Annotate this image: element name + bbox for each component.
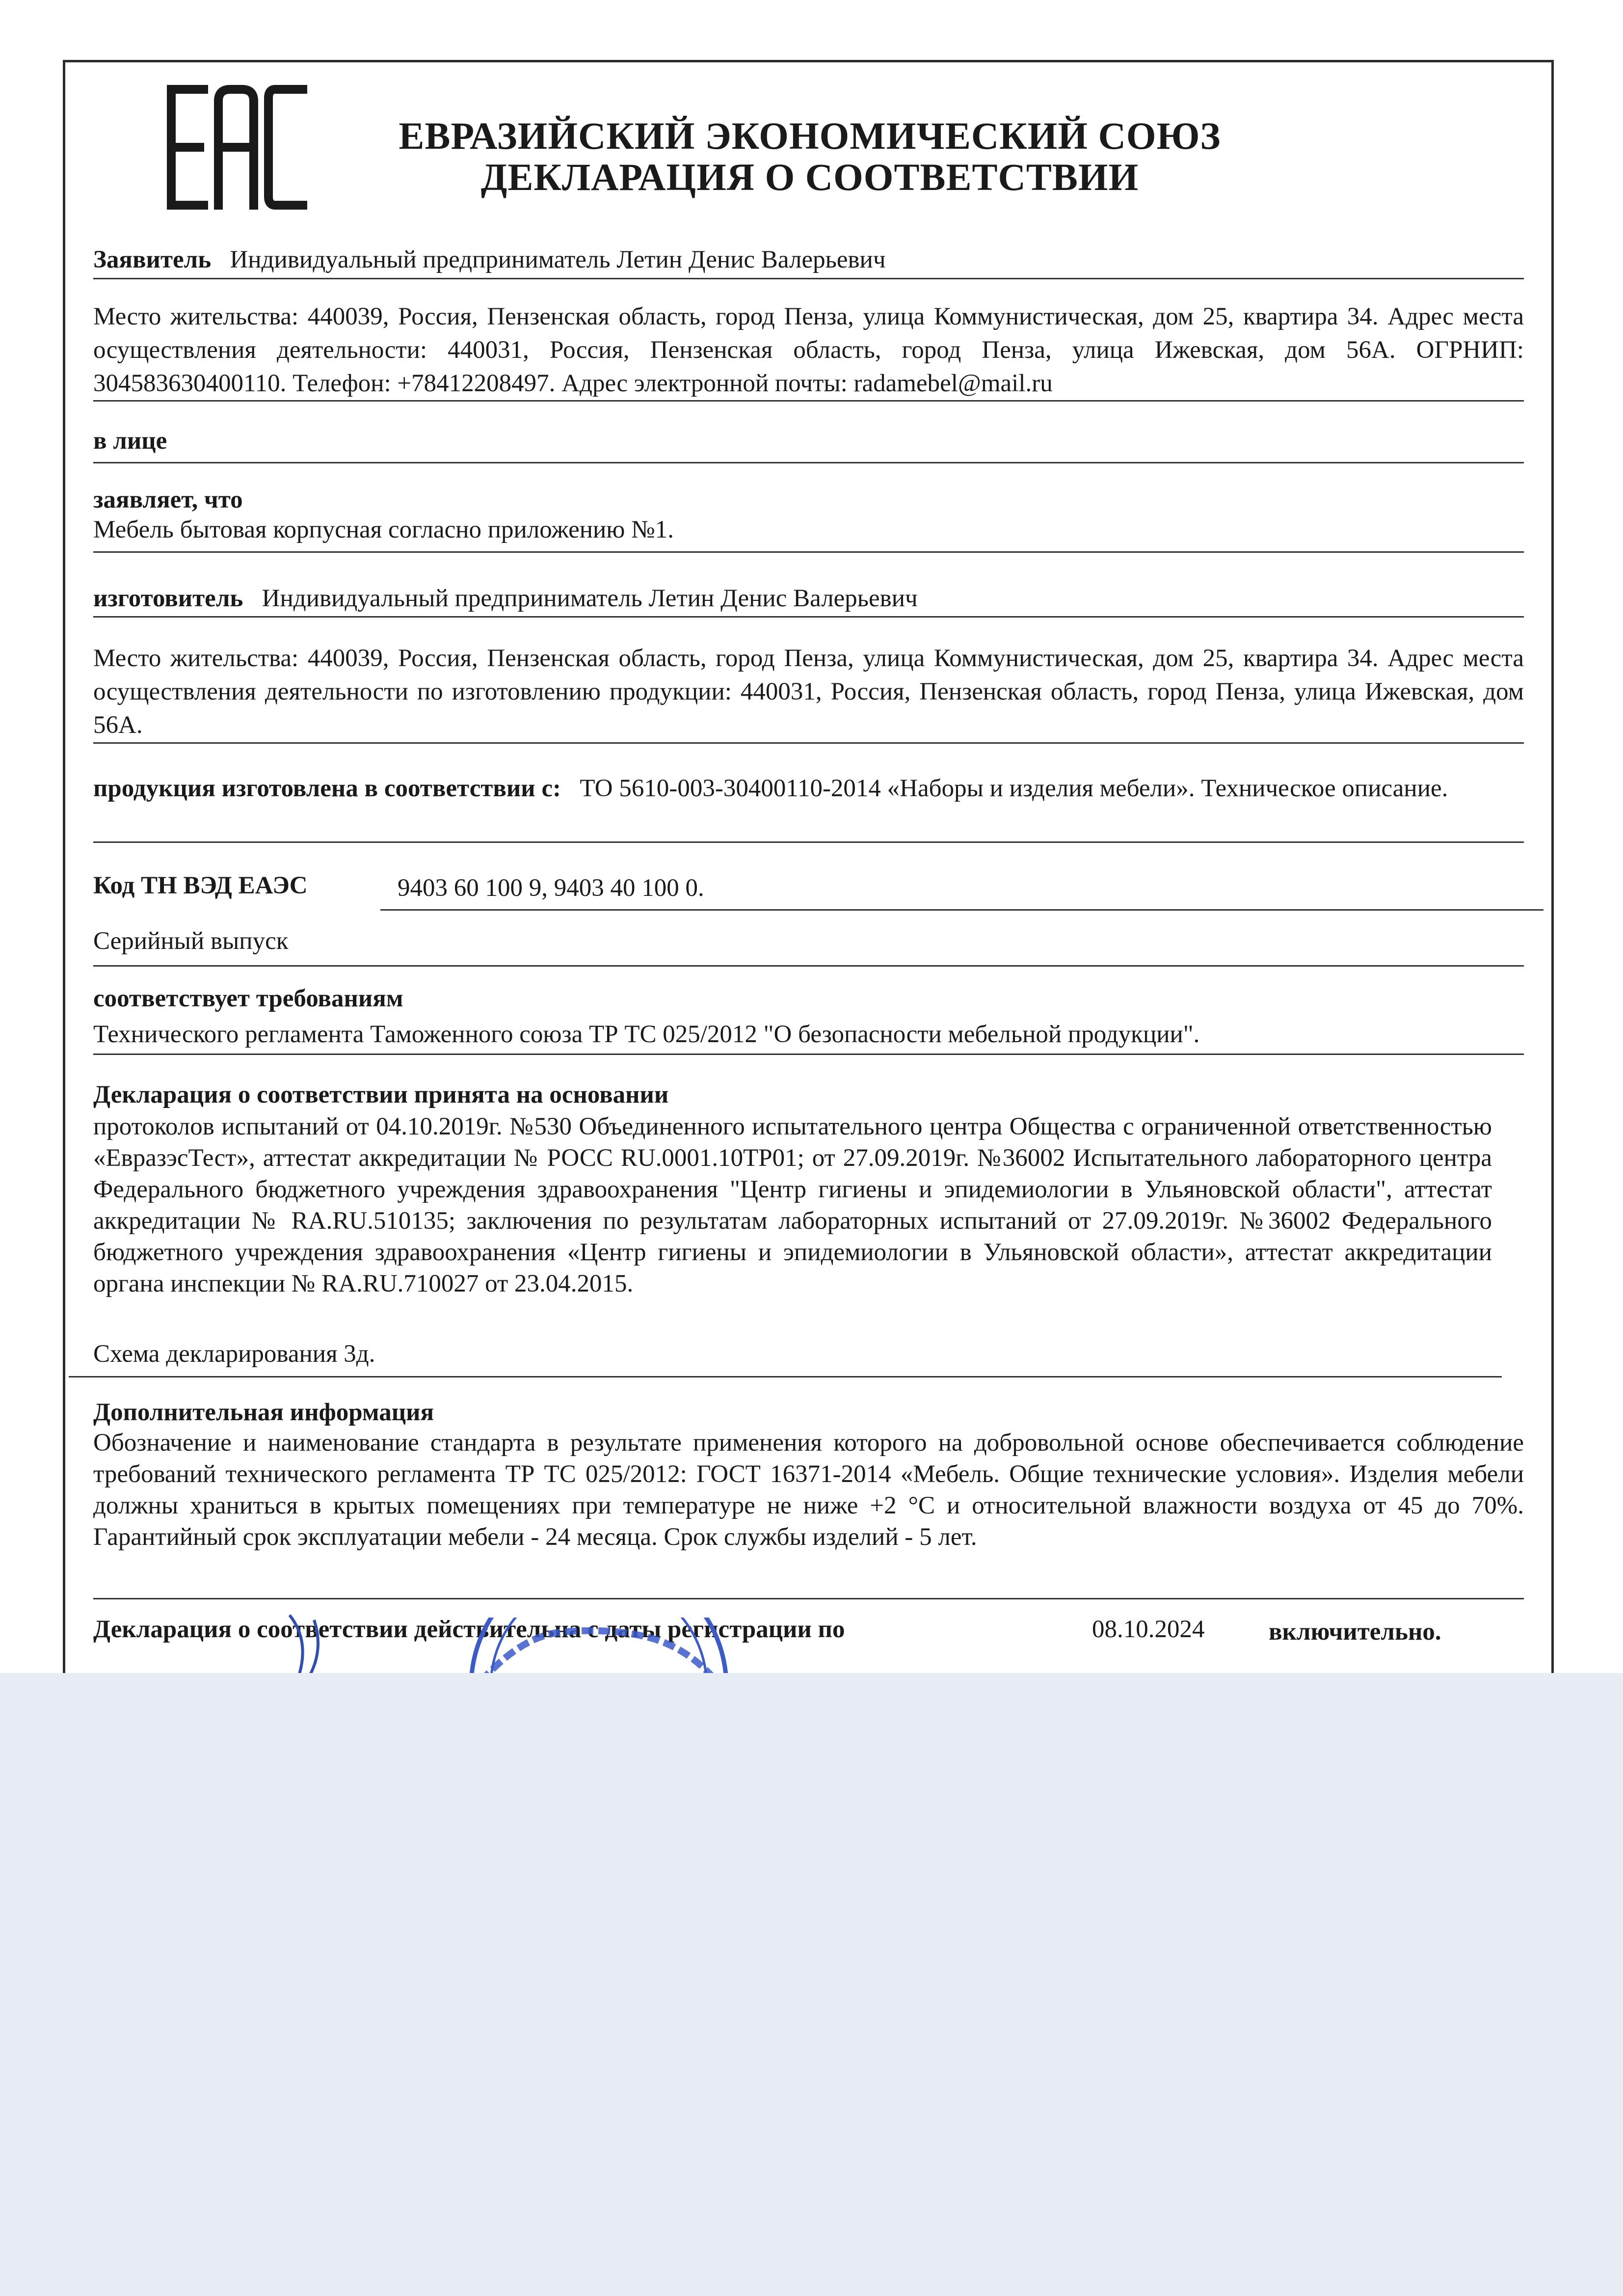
manufacturer-address: Место жительства: 440039, Россия, Пензенская область, город Пенза, улица Коммунистическая, дом 25, квартира 34. Адрес места осуществления деятельности по изготовлению продукции: 440031, Россия, Пензенская область, город Пенза, улица Ижевская, дом 56А. [93,645,1524,739]
complies-label [93,982,1524,1015]
complies-label-text: соответствует требованиям [93,985,403,1012]
additional-label [93,1396,1524,1429]
tn-ved-label: Код ТН ВЭД ЕАЭС [93,872,308,899]
declares-label [93,483,1524,516]
basis-value: протоколов испытаний от 04.10.2019г. №530 Объединенного испытательного центра Общества с ограниченной ответственностью «ЕвразэсТест», аттестат аккредитации № РОСС RU.0001.10ТР01; от 27.09.2019г. №36002 Испытательного лабораторного центра Федерального бюджетного учреждения здравоохранения "Центр гигиены и эпидемиологии в Ульяновской области", аттестат аккредитации № RA.RU.510135; заключения по результатам лабораторных испытаний от 27.09.2019г. №36002 Федерального бюджетного учреждения здравоохранения «Центр гигиены и эпидемиологии в Ульяновской области», аттестат аккредитации органа инспекции № RA.RU.710027 от 23.04.2015. [93,1113,1492,1297]
rule [93,616,1524,618]
manufacturer-row [93,582,1524,615]
validity-suffix: включительно. [1269,1618,1441,1646]
produced-per-label: продукция изготовлена в соответствии с: [93,775,561,802]
manufacturer-label: изготовитель [93,585,243,612]
basis-label [93,1078,1524,1111]
rule [93,278,1524,279]
represented-by-text: в лице [93,427,167,455]
rule [93,841,1524,843]
manufacturer-value: Индивидуальный предприниматель Летин Денис Валерьевич [262,585,918,612]
rule [69,1376,1502,1378]
validity-label: Декларация о соответствии действительна с даты регистрации по [93,1616,845,1643]
tn-ved-value: 9403 60 100 9, 9403 40 100 0. [398,874,704,902]
title-line1: ЕВРАЗИЙСКИЙ ЭКОНОМИЧЕСКИЙ СОЮЗ [399,114,1221,157]
applicant-row [93,243,1524,276]
eac-logo [164,83,312,211]
basis-scheme: Схема декларирования 3д. [93,1340,375,1368]
basis-label-text: Декларация о соответствии принята на основании [93,1081,669,1108]
rule [93,965,1524,967]
declares-value: Мебель бытовая корпусная согласно приложению №1. [93,516,674,543]
complies-value: Технического регламента Таможенного союза ТР ТС 025/2012 "О безопасности мебельной продукции". [93,1021,1200,1048]
signature-mark [280,1610,339,1679]
title-line2: ДЕКЛАРАЦИЯ О СООТВЕТСТВИИ [480,156,1139,198]
applicant-value: Индивидуальный предприниматель Летин Денис Валерьевич [230,246,886,273]
serial-value: Серийный выпуск [93,927,289,955]
rule [380,909,1543,911]
bottom-blank-area [0,1673,1623,2296]
declares-label-text: заявляет, что [93,486,243,513]
produced-per-row [93,772,1524,805]
produced-per-value: ТО 5610-003-30400110-2014 «Наборы и изделия мебели». Техническое описание. [580,775,1448,802]
rule [93,1598,1524,1599]
additional-label-text: Дополнительная информация [93,1399,434,1426]
rule [93,742,1524,744]
rule [93,551,1524,553]
additional-value: Обозначение и наименование стандарта в результате применения которого на добровольной основе обеспечивается соблюдение требований технического регламента ТР ТС 025/2012: ГОСТ 16371-2014 «Мебель. Общие технические условия». Изделия мебели должны храниться в крытых помещениях при температуре не ниже +2 °С и относительной влажности воздуха от 45 до 70%. Гарантийный срок эксплуатации мебели - 24 месяца. Срок службы изделий - 5 лет. [93,1429,1524,1551]
applicant-address: Место жительства: 440039, Россия, Пензенская область, город Пенза, улица Коммунистическая, дом 25, квартира 34. Адрес места осуществления деятельности: 440031, Россия, Пензенская область, город Пенза, улица Ижевская, дом 56А. ОГРНИП: 304583630400110. Телефон: +78412208497. Адрес электронной почты: radamebel@mail.ru [93,303,1524,397]
validity-date: 08.10.2024 [1092,1616,1205,1643]
rule [93,1053,1524,1055]
represented-by-label [93,424,1524,458]
rule [93,400,1524,402]
applicant-label: Заявитель [93,246,212,273]
rule [93,462,1524,463]
